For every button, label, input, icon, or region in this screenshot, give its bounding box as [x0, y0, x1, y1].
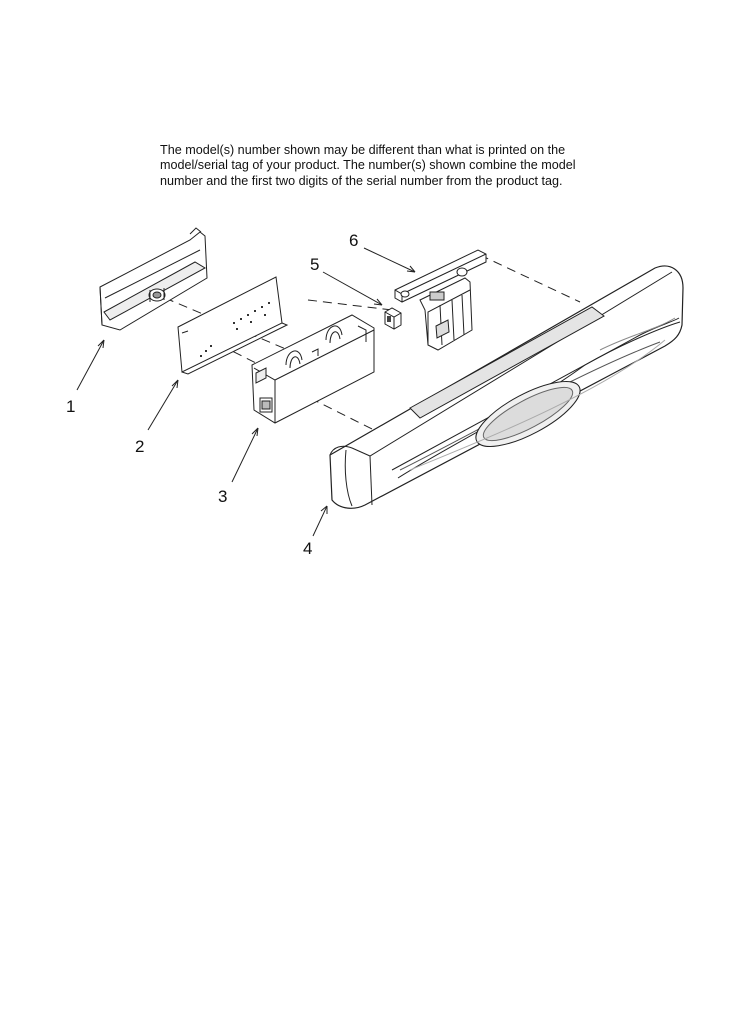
callout-6: 6: [349, 231, 359, 250]
part-5-switch: [385, 308, 401, 329]
callout-3: 3: [218, 487, 228, 506]
callout-1: 1: [66, 397, 76, 416]
part-4-console-panel: [330, 266, 683, 508]
notice-line-2: model/serial tag of your product. The number(s) shown combine the model: [160, 158, 576, 173]
notice-line-1: The model(s) number shown may be different than what is printed on the: [160, 143, 566, 157]
part-3-housing: [252, 315, 374, 423]
callout-2: 2: [135, 437, 145, 456]
notice-line-3: number and the first two digits of the serial number from the product tag.: [160, 173, 563, 188]
part-1-bracket: [100, 228, 207, 330]
callout-5: 5: [310, 255, 320, 274]
part-6-latch: [395, 250, 486, 350]
callout-4: 4: [303, 539, 313, 558]
